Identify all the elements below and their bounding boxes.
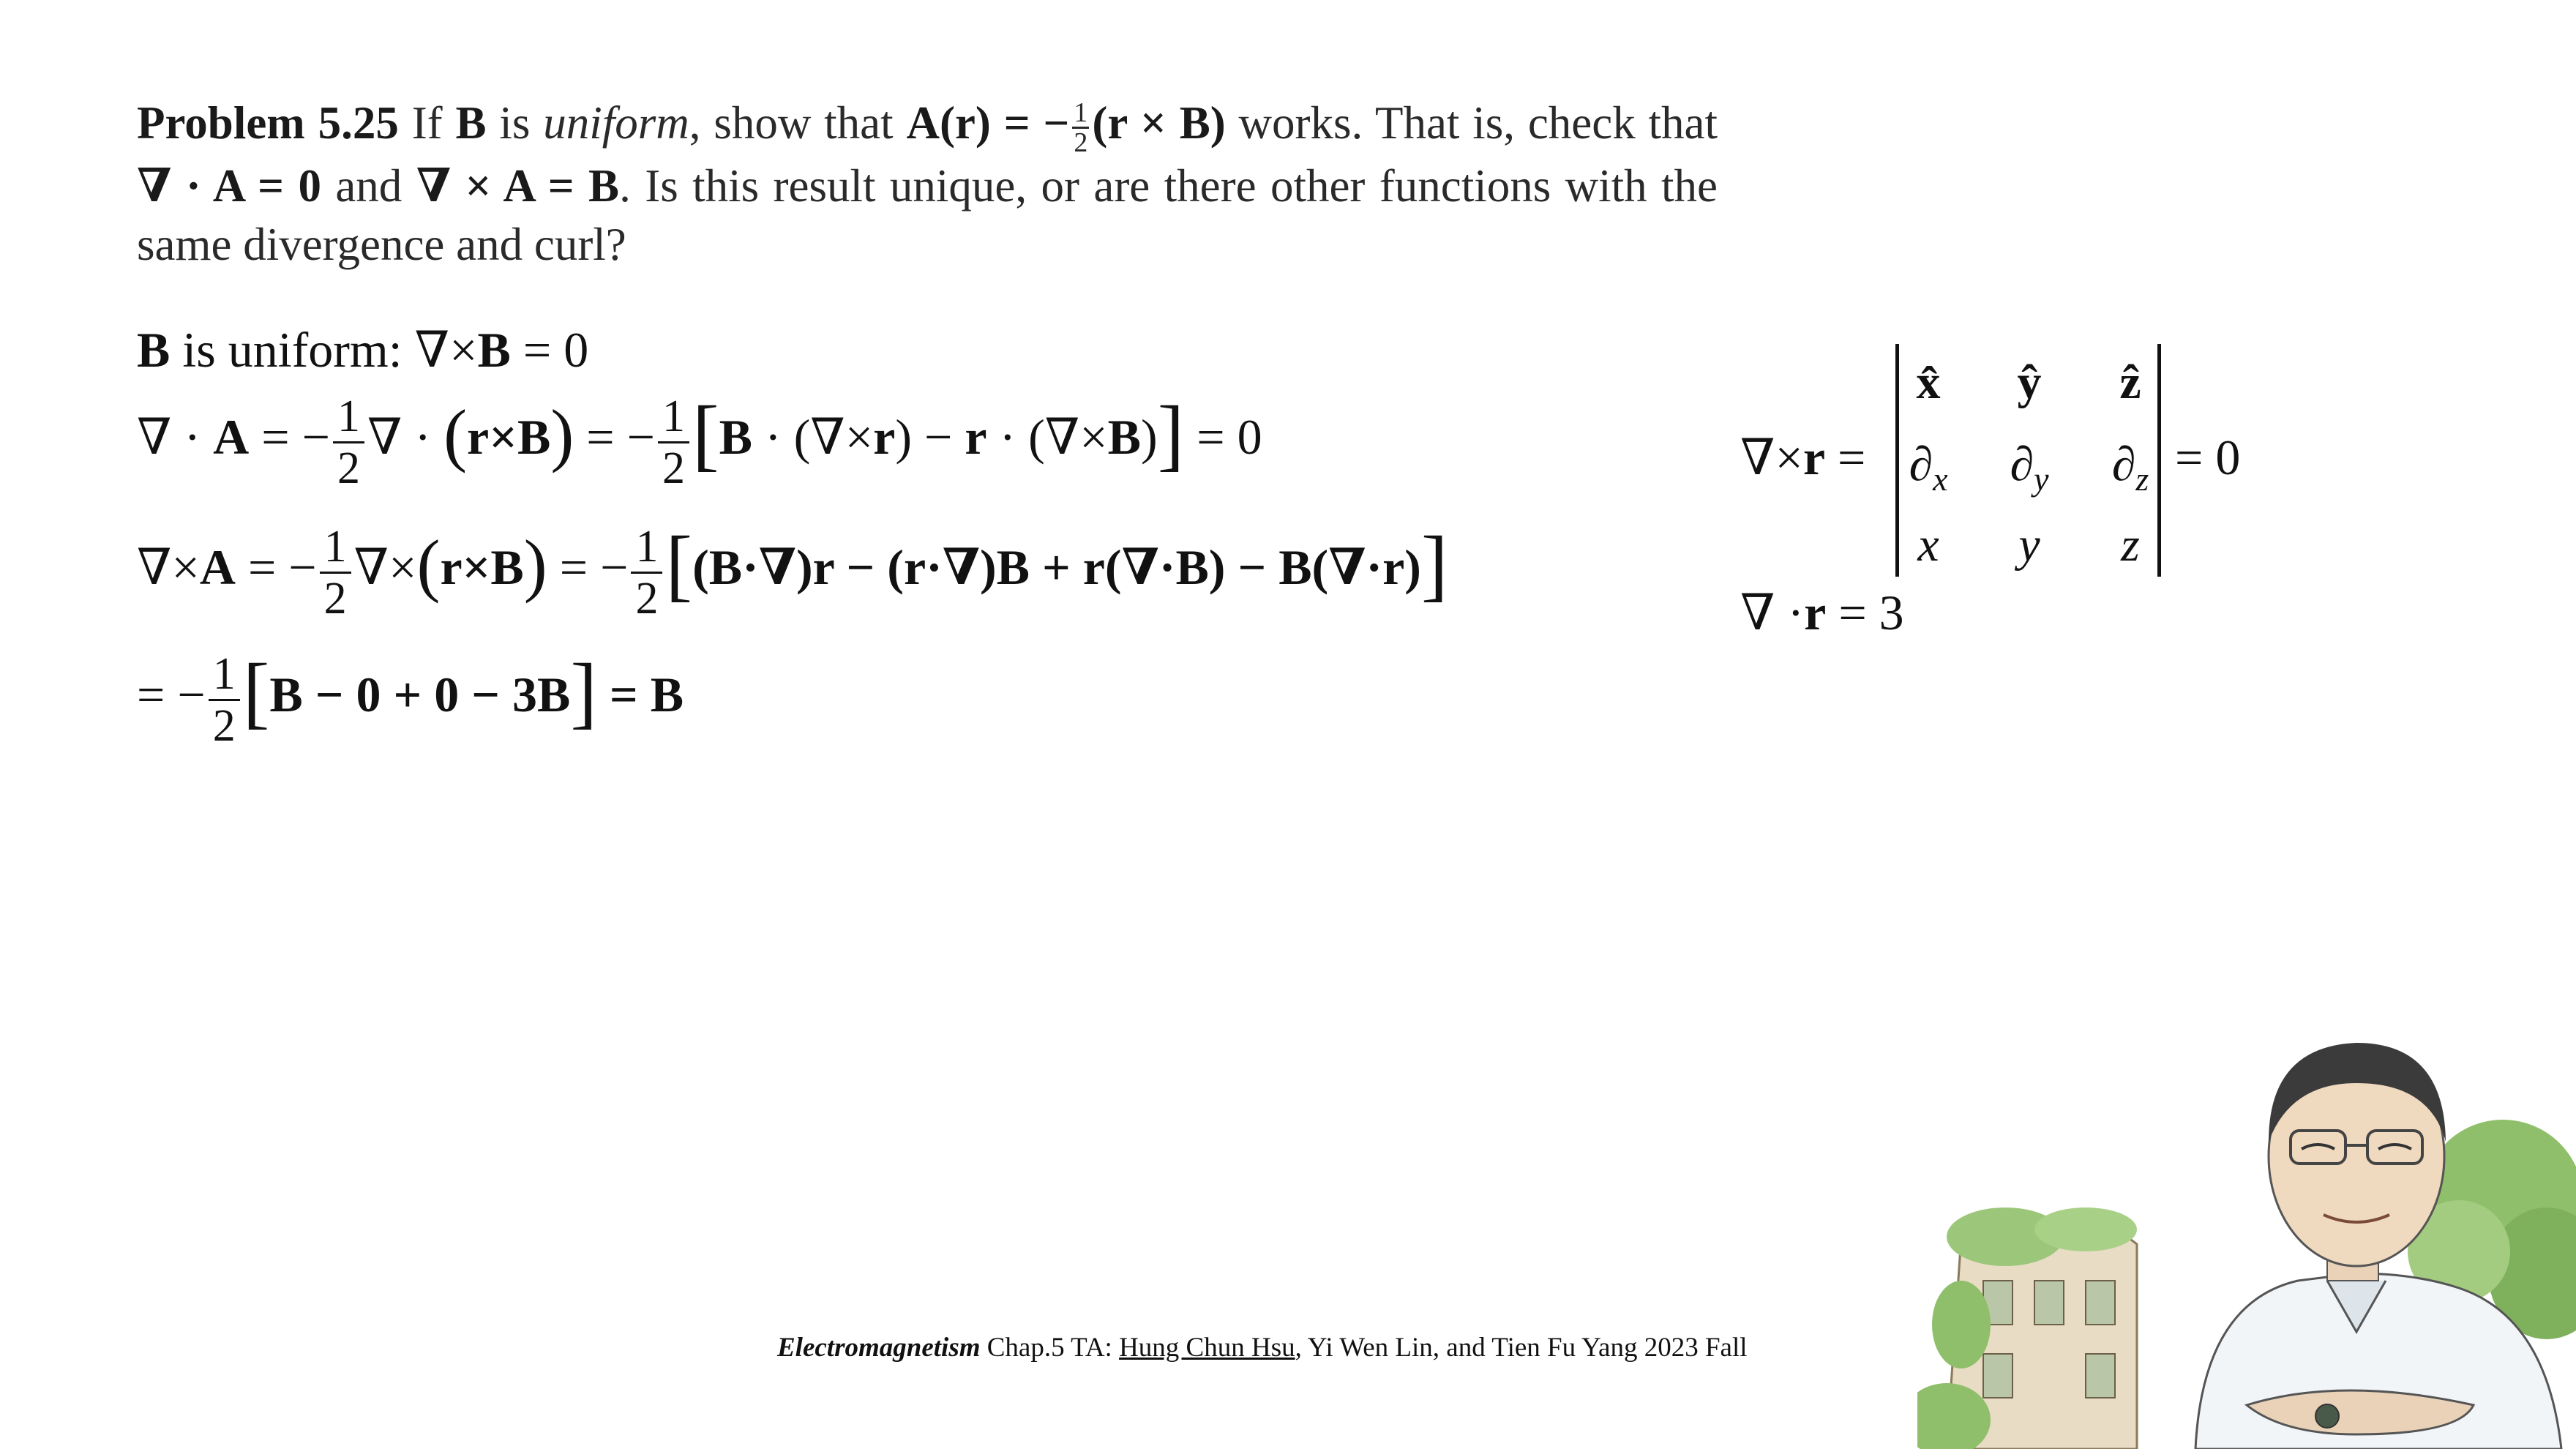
eq-text: · (∇× bbox=[752, 409, 874, 465]
symbol-b: B bbox=[137, 322, 171, 378]
symbol-b: B bbox=[1107, 409, 1141, 465]
footer bbox=[777, 1332, 1748, 1364]
symbol-a: A bbox=[213, 409, 250, 465]
symbol-r: r bbox=[965, 409, 987, 465]
det-cell-dz: $\partial_z$ bbox=[2111, 438, 2149, 498]
problem-text: and bbox=[321, 160, 416, 212]
footer-course: Electromagnetism bbox=[777, 1333, 981, 1363]
result-b: = B bbox=[596, 667, 684, 723]
problem-expr-rxb: (r × B) bbox=[1092, 97, 1226, 149]
eq-text: ∇× bbox=[137, 539, 200, 596]
det-cell-zhat: ẑ bbox=[2119, 356, 2141, 409]
problem-text: works. That is, check that bbox=[1225, 97, 1718, 149]
footer-chapter: Chap.5 TA: bbox=[980, 1333, 1120, 1363]
problem-text: , show that bbox=[689, 97, 907, 149]
eq-text: = − bbox=[235, 539, 317, 596]
symbol-r: r bbox=[873, 409, 896, 465]
problem-uniform: uniform bbox=[543, 97, 689, 149]
paren-open: ( bbox=[416, 525, 441, 604]
problem-text: If bbox=[398, 97, 456, 149]
footer-ta-others: , Yi Wen Lin, and Tien Fu Yang 2023 Fall bbox=[1295, 1333, 1748, 1363]
solution-line-2 bbox=[137, 389, 1262, 493]
eq-text: ∇ · bbox=[367, 409, 444, 465]
eq-text: ∇ · bbox=[137, 409, 214, 465]
symbol-a: A bbox=[199, 539, 236, 596]
eq-text: ∇× bbox=[353, 539, 417, 596]
fraction-denominator: 2 bbox=[1074, 127, 1088, 159]
bracket-open: [ bbox=[242, 647, 270, 737]
half-fraction bbox=[320, 522, 351, 624]
curl-expansion: (B·∇)r − (r·∇)B + r(∇·B) − B(∇·r) bbox=[692, 539, 1421, 596]
symbol-b: B bbox=[477, 322, 511, 378]
bracket-open: [ bbox=[665, 520, 693, 610]
symbol-r: r bbox=[1802, 430, 1826, 485]
fraction-numerator: 1 bbox=[333, 392, 364, 443]
fraction-numerator: 1 bbox=[631, 522, 662, 574]
half-fraction bbox=[209, 649, 240, 751]
cross-product-rxb: r×B bbox=[467, 409, 551, 465]
fraction-numerator: 1 bbox=[658, 392, 689, 443]
problem-text: is bbox=[486, 97, 544, 149]
problem-statement bbox=[137, 94, 1718, 274]
eq-text: = 0 bbox=[510, 322, 589, 378]
bracket-close: ] bbox=[570, 647, 597, 737]
det-cell-yhat: ŷ bbox=[2017, 356, 2042, 409]
det-cell-xhat: x̂ bbox=[1916, 356, 1941, 409]
half-fraction bbox=[658, 392, 689, 493]
footer-ta-primary: Hung Chun Hsu bbox=[1119, 1333, 1295, 1363]
bracket-close: ] bbox=[1420, 520, 1448, 610]
fraction-denominator: 2 bbox=[337, 443, 360, 493]
eq-text: ∇× bbox=[1740, 430, 1803, 485]
paren-close: ) bbox=[550, 395, 574, 474]
det-cell-y: y bbox=[2018, 518, 2040, 572]
fraction-denominator: 2 bbox=[323, 574, 347, 624]
eq-text: = 3 bbox=[1826, 585, 1904, 640]
eq-text: = 0 bbox=[1184, 409, 1262, 465]
eq-text: = − bbox=[137, 667, 206, 723]
fraction-numerator: 1 bbox=[320, 522, 351, 574]
fraction-numerator: 1 bbox=[1074, 97, 1088, 129]
half-fraction bbox=[631, 522, 662, 624]
paren-open: ( bbox=[443, 395, 468, 474]
fraction-denominator: 2 bbox=[662, 443, 685, 493]
det-cell-dx: $\partial_x$ bbox=[1909, 438, 1948, 498]
solution-line-1 bbox=[137, 321, 588, 379]
det-cell-z: z bbox=[2121, 518, 2140, 572]
fraction-numerator: 1 bbox=[209, 649, 240, 701]
eq-text: · (∇× bbox=[986, 409, 1108, 465]
problem-div-a: ∇ · A = 0 bbox=[137, 160, 321, 212]
problem-curl-a: ∇ × A = B bbox=[416, 160, 620, 212]
problem-symbol-b: B bbox=[455, 97, 487, 149]
building bbox=[1917, 1208, 2137, 1449]
fraction-denominator: 2 bbox=[212, 701, 236, 751]
problem-half-fraction bbox=[1072, 99, 1089, 157]
det-cell-x: x bbox=[1917, 518, 1939, 572]
bracket-close: ] bbox=[1157, 389, 1185, 479]
problem-expr-a: A(r) = − bbox=[906, 97, 1070, 149]
eq-text: = − bbox=[574, 409, 655, 465]
fraction-denominator: 2 bbox=[635, 574, 659, 624]
eq-text: is uniform: ∇× bbox=[170, 322, 478, 378]
paren-close: ) bbox=[523, 525, 547, 604]
determinant-label bbox=[1740, 428, 1865, 487]
eq-text: = bbox=[1825, 430, 1866, 485]
determinant-result: = 0 bbox=[2175, 430, 2241, 485]
cross-product-rxb: r×B bbox=[440, 539, 524, 596]
result-expansion: B − 0 + 0 − 3B bbox=[269, 667, 571, 723]
divergence-r bbox=[1740, 583, 1904, 642]
solution-line-3 bbox=[137, 522, 1448, 624]
symbol-b: B bbox=[719, 409, 752, 465]
solution-line-4 bbox=[137, 649, 684, 751]
eq-text: ) bbox=[1140, 409, 1158, 465]
problem-text: . Is this result unique, or are there other functions with the same divergence and curl? bbox=[137, 160, 1718, 271]
eq-text: = − bbox=[547, 539, 629, 596]
eq-text: ∇ · bbox=[1740, 585, 1805, 640]
det-cell-dy: $\partial_y$ bbox=[2010, 438, 2049, 498]
half-fraction bbox=[333, 392, 364, 493]
bracket-open: [ bbox=[692, 389, 719, 479]
symbol-r: r bbox=[1804, 585, 1827, 640]
eq-text: ) − bbox=[895, 409, 965, 465]
problem-label: Problem 5.25 bbox=[137, 97, 399, 149]
ta-cartoon-illustration bbox=[1917, 995, 2576, 1449]
eq-text: = − bbox=[249, 409, 330, 465]
